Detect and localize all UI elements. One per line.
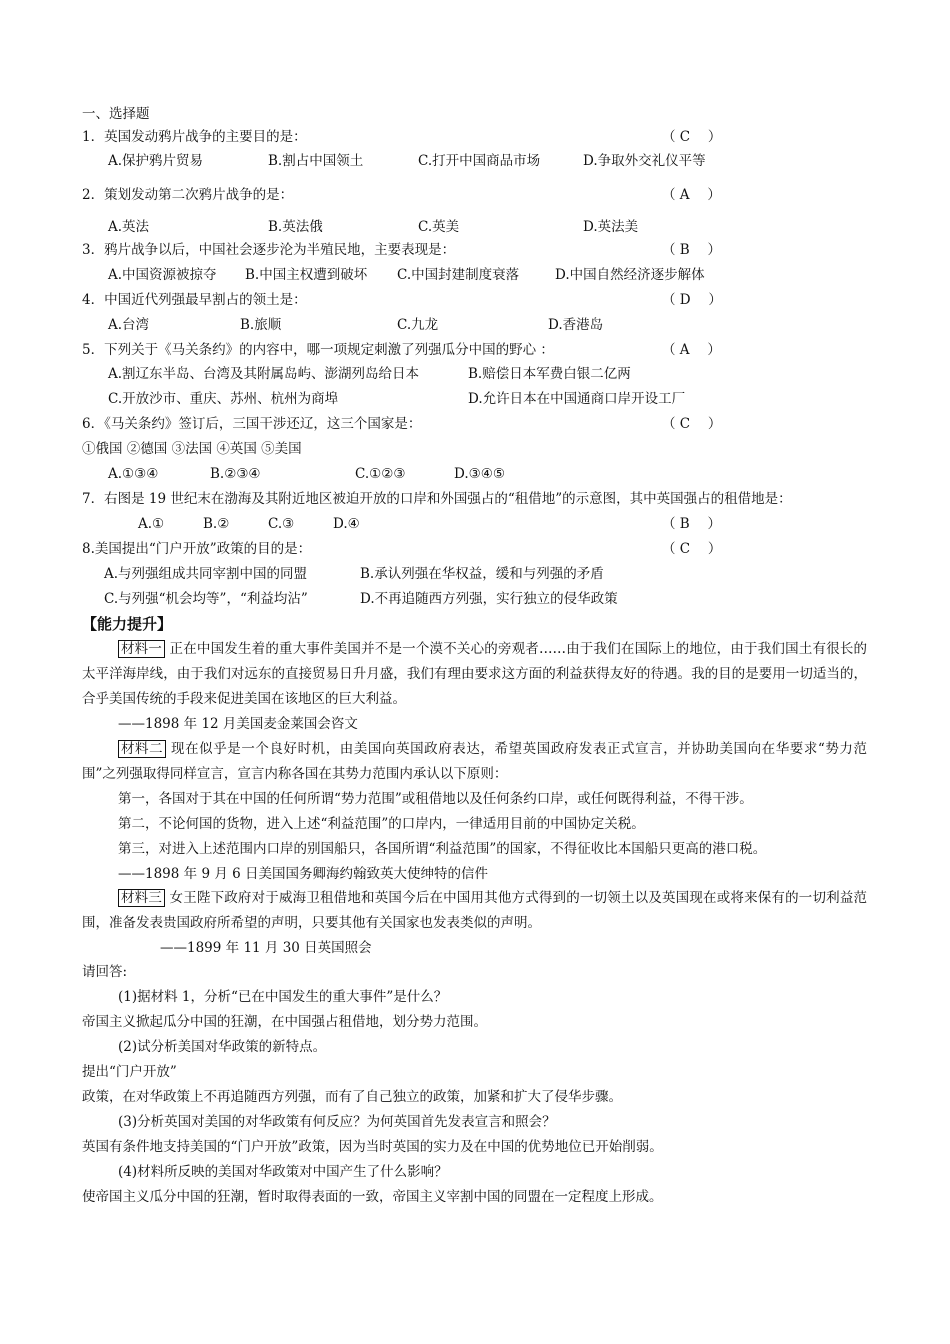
option: A.台湾 <box>108 317 150 333</box>
question-stem: 7．右图是 19 世纪末在渤海及其附近地区被迫开放的口岸和外国强占的“租借地”的示意图，其中英国强占的租借地是： <box>82 491 792 507</box>
question-stem: 5．下列关于《马关条约》的内容中，哪一项规定刺激了列强瓜分中国的野心 ： <box>82 342 554 358</box>
material-source: ——1899 年 11 月 30 日英国照会 <box>160 940 372 956</box>
sub-answer-continued: 政策，在对华政策上不再追随西方列强，而有了自己独立的政策，加紧和扩大了侵华步骤。 <box>82 1089 622 1105</box>
option: B.赔偿日本军费白银二亿两 <box>468 366 631 382</box>
option: B.②③④ <box>210 466 261 482</box>
option: A.英法 <box>108 219 150 235</box>
material-label: 材料一 <box>118 640 165 658</box>
sub-question: (4)材料所反映的美国对华政策对中国产生了什么影响？ <box>118 1164 448 1180</box>
option: D.③④⑤ <box>454 466 505 482</box>
option: B.英法俄 <box>268 219 323 235</box>
option: C.与列强“机会均等”，“利益均沾” <box>104 591 308 607</box>
option: A.割辽东半岛、台湾及其附属岛屿、澎湖列岛给日本 <box>108 366 420 382</box>
option: C.打开中国商品市场 <box>418 153 541 169</box>
sub-question: (2)试分析美国对华政策的新特点。 <box>118 1039 327 1055</box>
material-text: 女王陛下政府对于威海卫租借地和英国今后在中国用其他方式得到的一切领土以及英国现在或将来保有的一切利益范围，准备发表贵国政府所希望的声明，只要其他有关国家也发表类似的声明。 <box>82 890 868 931</box>
option: C.中国封建制度衰落 <box>397 267 520 283</box>
material-point: 第三，对进入上述范围内口岸的别国船只，各国所谓“利益范围”的国家，不得征收比本国船只更高的港口税。 <box>118 841 767 857</box>
answer: （ C ） <box>662 129 722 145</box>
material-label: 材料二 <box>118 740 166 758</box>
option: A.与列强组成共同宰割中国的同盟 <box>104 566 308 582</box>
option: C.③ <box>268 516 295 532</box>
section-title: 一、选择题 <box>82 106 150 122</box>
option: C.①②③ <box>355 466 406 482</box>
material-paragraph <box>82 886 867 936</box>
option: D.中国自然经济逐步解体 <box>555 267 705 283</box>
material-point: 第一，各国对于其在中国的任何所谓“势力范围”或租借地以及任何条约口岸，或任何既得利益，不得干涉。 <box>118 791 753 807</box>
country-list: ①俄国 ②德国 ③法国 ④英国 ⑤美国 <box>82 441 302 457</box>
material-paragraph <box>82 737 867 787</box>
answer: （ C ） <box>662 541 722 557</box>
question-stem: 8.美国提出“门户开放”政策的目的是： <box>82 541 312 557</box>
sub-answer: 帝国主义掀起瓜分中国的狂潮，在中国强占租借地，划分势力范围。 <box>82 1014 487 1030</box>
option: A.中国资源被掠夺 <box>108 267 217 283</box>
prompt: 请回答: <box>82 964 128 980</box>
option: A.保护鸦片贸易 <box>108 153 204 169</box>
sub-answer: 提出“门户开放” <box>82 1064 177 1080</box>
option: C.英美 <box>418 219 460 235</box>
answer: （ B ） <box>662 516 722 532</box>
sub-question: (3)分析英国对美国的对华政策有何反应？为何英国首先发表宣言和照会？ <box>118 1114 556 1130</box>
answer: （ B ） <box>662 242 722 258</box>
option: C.九龙 <box>397 317 439 333</box>
material-text: 现在似乎是一个良好时机，由美国向英国政府表达，希望英国政府发表正式宣言，并协助美国向在华要求“势力范围”之列强取得同样宣言，宣言内称各国在其势力范围内承认以下原则： <box>82 741 867 782</box>
option: D.不再追随西方列强，实行独立的侵华政策 <box>360 591 618 607</box>
material-paragraph <box>82 637 867 712</box>
option: A.① <box>138 516 165 532</box>
option: D.允许日本在中国通商口岸开设工厂 <box>468 391 686 407</box>
option: D.④ <box>333 516 360 532</box>
material-label: 材料三 <box>118 889 165 907</box>
material-text: 正在中国发生着的重大事件美国并不是一个漠不关心的旁观者……由于我们在国际上的地位，由于我们国土有很长的太平洋海岸线，由于我们对远东的直接贸易日升月盛，我们有理由要求这方面的利益获得友好的待遇。我的目的是要用一切适当的，合乎美国传统的手段来促进美国在该地区的巨大利益。 <box>82 641 868 707</box>
question-stem: 2．策划发动第二次鸦片战争的是： <box>82 187 294 203</box>
question-stem: 6．《马关条约》签订后，三国干涉还辽，这三个国家是： <box>82 416 422 432</box>
material-point: 第二，不论何国的货物，进入上述“利益范围”的口岸内，一律适用目前的中国协定关税。 <box>118 816 645 832</box>
section-title: 【能力提升】 <box>82 615 173 633</box>
question-stem: 3．鸦片战争以后，中国社会逐步沦为半殖民地，主要表现是： <box>82 242 456 258</box>
option: A.①③④ <box>108 466 159 482</box>
option: D.英法美 <box>583 219 639 235</box>
option: D.香港岛 <box>548 317 604 333</box>
sub-question: (1)据材料 1，分析“已在中国发生的重大事件”是什么？ <box>118 989 448 1005</box>
option: B.承认列强在华权益，缓和与列强的矛盾 <box>360 566 604 582</box>
answer: （ A ） <box>662 342 721 358</box>
question-stem: 4．中国近代列强最早割占的领土是： <box>82 292 307 308</box>
option: B.中国主权遭到破坏 <box>245 267 368 283</box>
material-source: ——1898 年 9 月 6 日美国国务卿海约翰致英大使绅特的信件 <box>118 866 488 882</box>
option: B.② <box>203 516 230 532</box>
option: B.旅顺 <box>240 317 282 333</box>
answer: （ C ） <box>662 416 722 432</box>
sub-answer: 使帝国主义瓜分中国的狂潮，暂时取得表面的一致，帝国主义宰割中国的同盟在一定程度上形成。 <box>82 1189 663 1205</box>
material-source: ——1898 年 12 月美国麦金莱国会咨文 <box>118 716 358 732</box>
answer: （ D ） <box>662 292 722 308</box>
sub-answer: 英国有条件地支持美国的“门户开放”政策，因为当时英国的实力及在中国的优势地位已开始削弱。 <box>82 1139 663 1155</box>
answer: （ A ） <box>662 187 721 203</box>
option: C.开放沙市、重庆、苏州、杭州为商埠 <box>108 391 339 407</box>
option: D.争取外交礼仪平等 <box>583 153 706 169</box>
option: B.割占中国领土 <box>268 153 364 169</box>
question-stem: 1．英国发动鸦片战争的主要目的是： <box>82 129 307 145</box>
